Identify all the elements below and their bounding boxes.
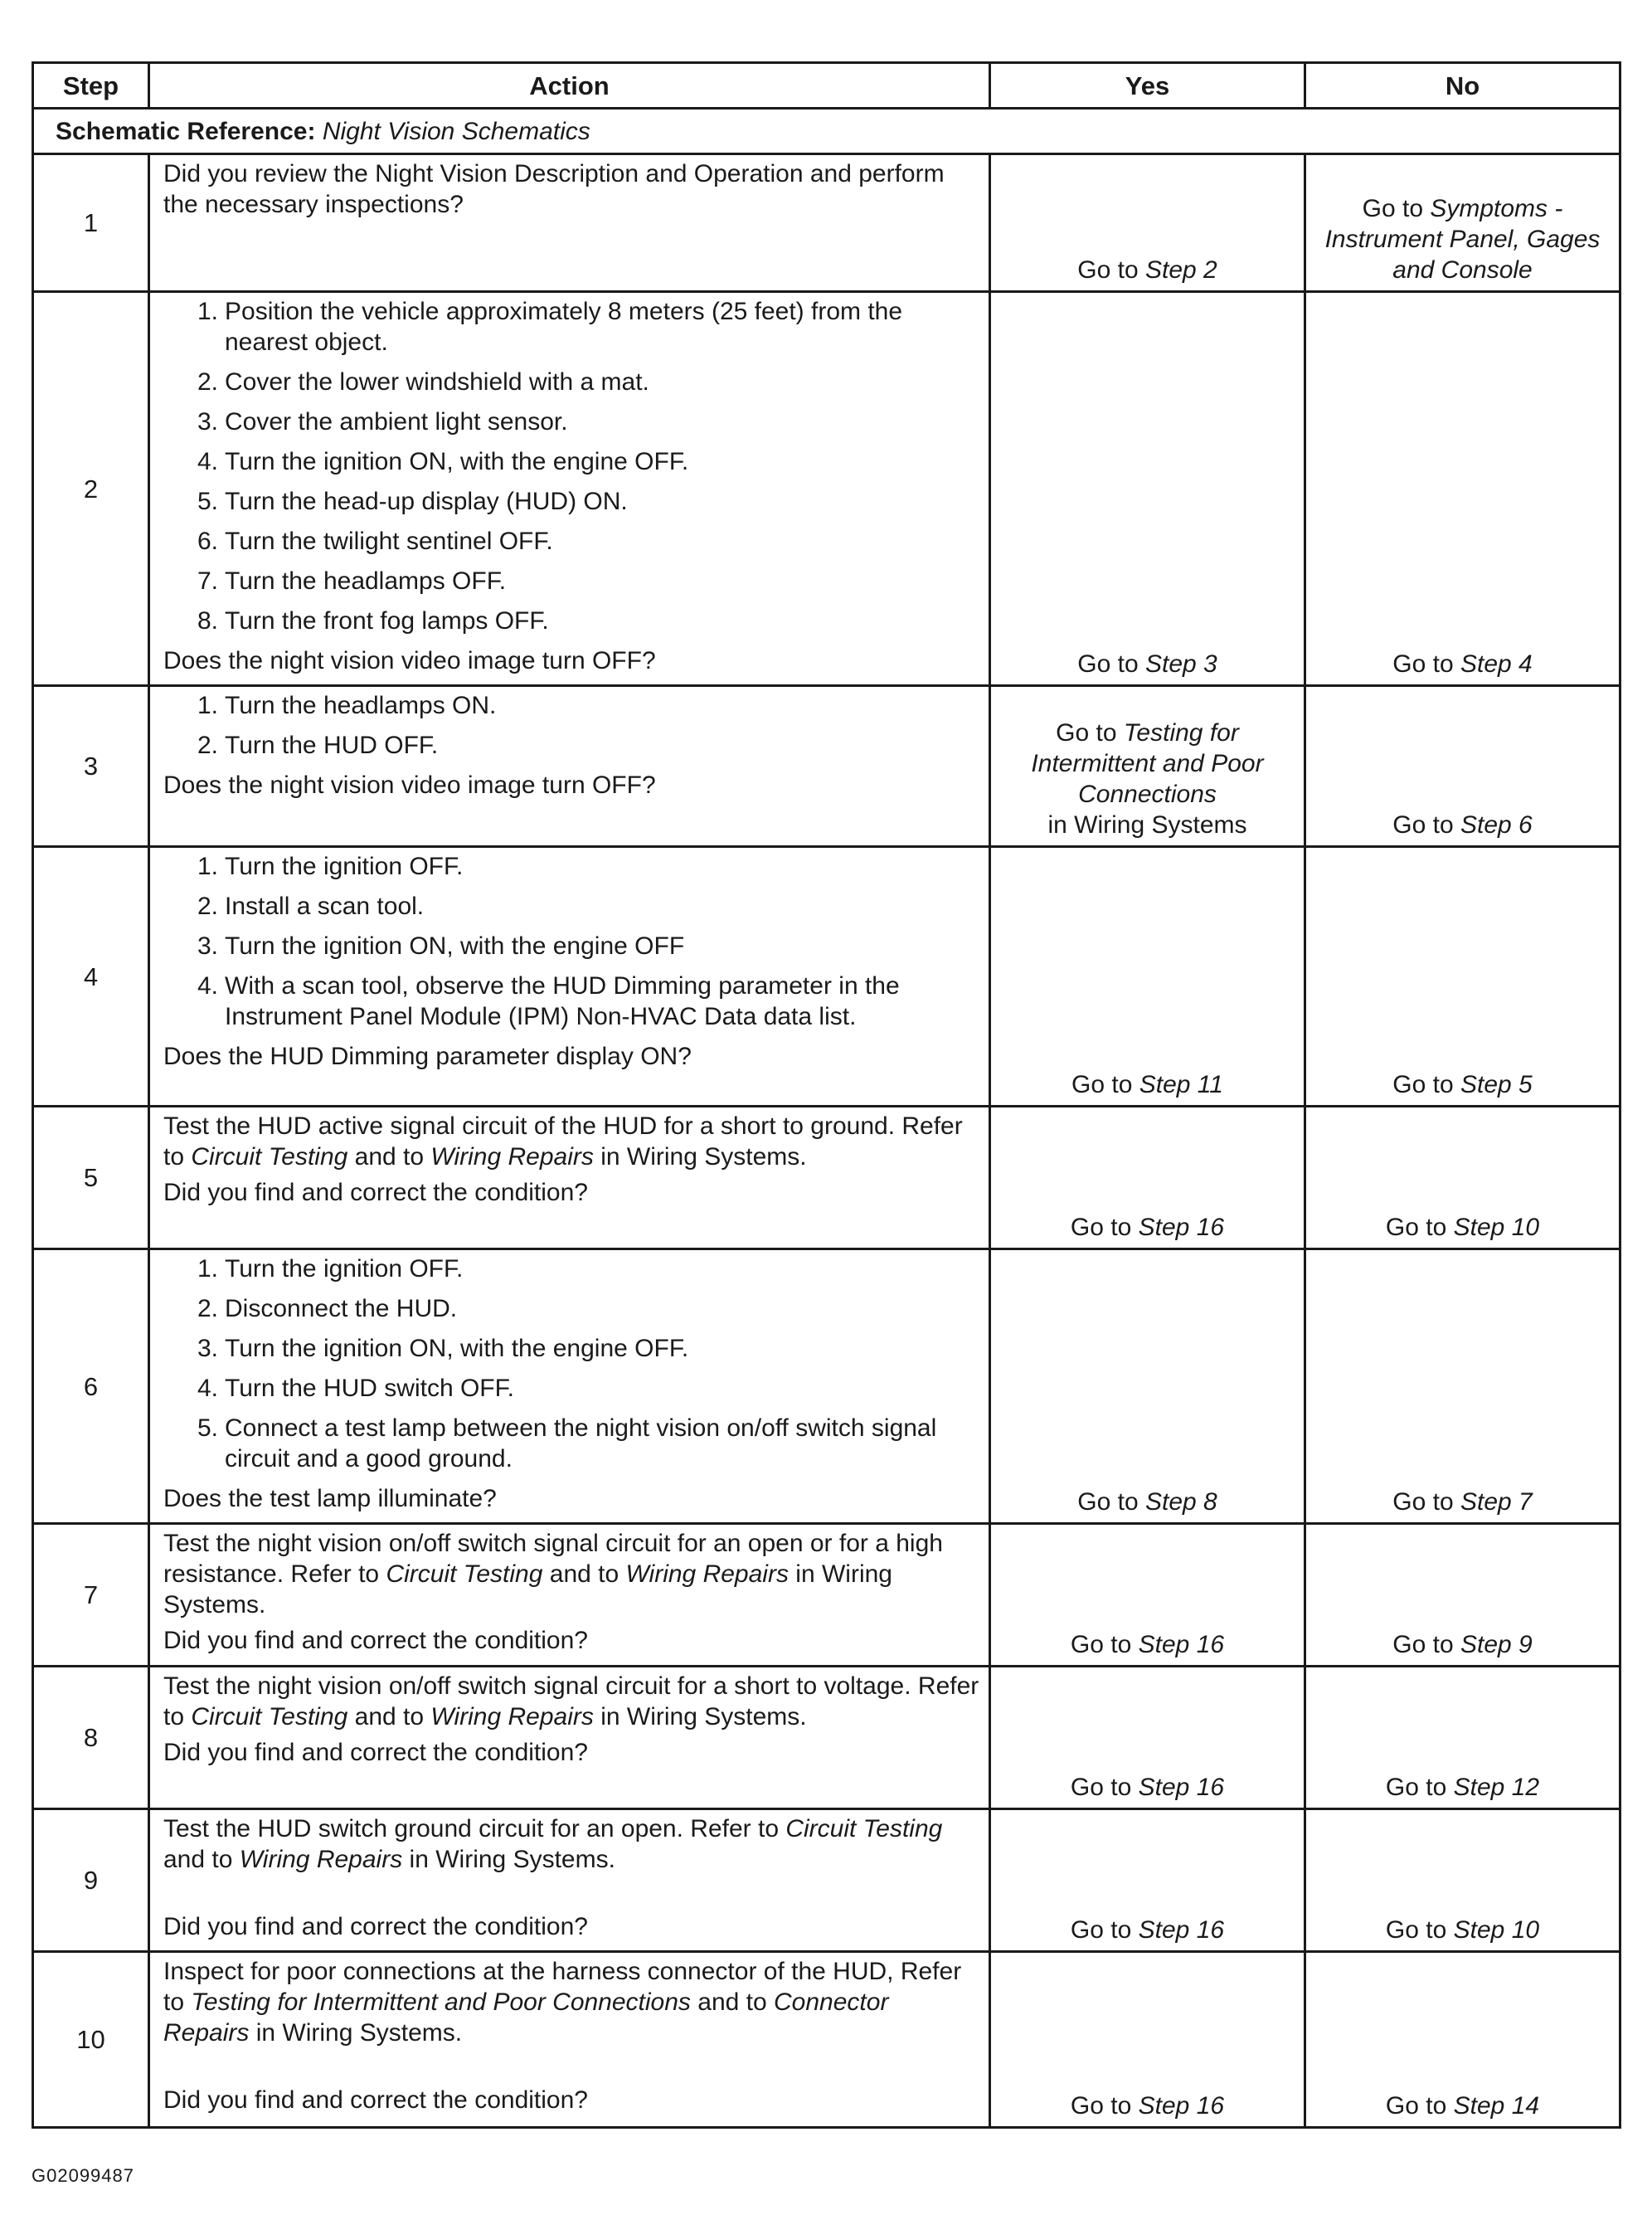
list-item-number: 4. [197, 448, 218, 475]
yes-goto-link[interactable]: Step 16 [1138, 2092, 1225, 2120]
yes-goto-link[interactable]: Step 11 [1139, 1071, 1223, 1098]
list-item-text: Turn the twilight sentinel OFF. [225, 528, 553, 555]
list-item-text: Cover the ambient light sensor. [225, 408, 568, 436]
list-item [163, 296, 980, 358]
yes-cell [990, 1249, 1305, 1524]
action-text-segment: and to [690, 1988, 775, 2016]
list-item [163, 606, 980, 636]
yes-cell [990, 847, 1305, 1107]
question-text: Did you find and correct the condition? [163, 1913, 588, 1940]
table-row [33, 292, 1620, 686]
yes-goto-suffix: in Wiring Systems [1047, 811, 1247, 839]
list-item-text: Turn the ignition ON, with the engine OFF [225, 932, 685, 960]
action-text-segment: and to [347, 1143, 431, 1171]
list-item [163, 1413, 980, 1474]
no-goto-link[interactable]: Step 5 [1460, 1071, 1533, 1098]
action-text [163, 1956, 980, 2048]
action-text-segment: Test the HUD active signal circuit of the HUD for a short to ground. Refer to [163, 1112, 963, 1171]
reference-link[interactable]: Connector Repairs [163, 1988, 889, 2047]
list-item-text: Turn the ignition OFF. [225, 853, 464, 880]
action-cell [149, 686, 990, 847]
action-cell [149, 292, 990, 686]
no-goto-link[interactable]: Step 9 [1460, 1631, 1533, 1658]
list-item-number: 4. [197, 1375, 218, 1402]
action-text [163, 1813, 980, 1875]
question-text: Did you find and correct the condition? [163, 1627, 588, 1654]
yes-goto-text: Go to [1070, 1214, 1139, 1241]
no-goto-link[interactable]: Step 12 [1453, 1774, 1540, 1801]
list-item-number: 1. [197, 692, 218, 719]
yes-goto-text: Go to [1070, 1774, 1139, 1801]
step-number: 10 [33, 1952, 149, 2128]
question-text: Does the HUD Dimming parameter display ON? [163, 1043, 692, 1070]
step-number: 9 [33, 1809, 149, 1952]
action-text [163, 1111, 980, 1172]
no-goto-text: Go to [1385, 1214, 1454, 1241]
list-item-number: 7. [197, 567, 218, 595]
reference-link[interactable]: Circuit Testing [191, 1143, 348, 1171]
list-item [163, 1293, 980, 1324]
list-item [163, 367, 980, 397]
yes-cell [990, 686, 1305, 847]
action-text-segment: Inspect for poor connections at the harness connector of the HUD, Refer to [163, 1958, 962, 2016]
no-goto-text: Go to [1385, 1916, 1454, 1944]
procedure-list [163, 690, 980, 761]
yes-goto-link[interactable]: Step 16 [1138, 1916, 1225, 1944]
diagnostic-table [32, 61, 1621, 2129]
yes-goto-link[interactable]: Step 16 [1138, 1214, 1225, 1241]
list-item-number: 3. [197, 408, 218, 436]
yes-goto-text: Go to [1077, 256, 1145, 284]
yes-goto-text: Go to [1070, 2092, 1139, 2120]
yes-cell [990, 1107, 1305, 1249]
action-text-segment: in Wiring Systems. [593, 1143, 807, 1171]
no-cell [1305, 1107, 1620, 1249]
action-text-segment: Test the night vision on/off switch signal circuit for a short to voltage. Refer to [163, 1672, 979, 1730]
step-number: 8 [33, 1667, 149, 1809]
no-goto-text: Go to [1392, 1631, 1460, 1658]
yes-goto-link[interactable]: Testing for Intermittent and Poor Connections [1031, 719, 1264, 808]
yes-goto-text: Go to [1070, 1916, 1139, 1944]
reference-link[interactable]: Testing for Intermittent and Poor Connections [191, 1988, 691, 2016]
list-item [163, 1253, 980, 1284]
schematic-reference [33, 109, 1620, 154]
yes-goto-link[interactable]: Step 8 [1144, 1488, 1217, 1516]
yes-cell [990, 292, 1305, 686]
no-goto-text: Go to [1392, 1071, 1460, 1098]
action-text-segment: Test the HUD switch ground circuit for an open. Refer to [163, 1815, 786, 1842]
reference-link[interactable]: Wiring Repairs [430, 1143, 594, 1171]
action-cell [149, 1524, 990, 1667]
list-item-text: Turn the ignition ON, with the engine OFF. [225, 448, 689, 475]
no-goto-link[interactable]: Step 14 [1453, 2092, 1540, 2120]
question-text: Did you find and correct the condition? [163, 2086, 588, 2114]
header-yes: Yes [990, 63, 1305, 109]
yes-goto-text: Go to [1077, 1488, 1145, 1516]
list-item-number: 5. [197, 1414, 218, 1442]
list-item-text: Install a scan tool. [225, 893, 425, 920]
no-goto-link[interactable]: Step 4 [1460, 650, 1533, 678]
action-text [163, 1528, 980, 1620]
list-item [163, 891, 980, 922]
list-item-text: Turn the headlamps ON. [225, 692, 497, 719]
yes-cell [990, 1524, 1305, 1667]
step-number: 2 [33, 292, 149, 686]
list-item [163, 971, 980, 1032]
list-item [163, 730, 980, 761]
list-item [163, 446, 980, 477]
yes-cell [990, 1809, 1305, 1952]
table-row [33, 1667, 1620, 1809]
action-cell [149, 1249, 990, 1524]
list-item-number: 1. [197, 1255, 218, 1283]
action-text-segment: in Wiring Systems. [593, 1703, 807, 1730]
list-item [163, 526, 980, 557]
action-text: Did you review the Night Vision Description and Operation and perform the necessary inspections? [163, 160, 945, 218]
list-item-text: Turn the HUD switch OFF. [225, 1375, 514, 1402]
list-item [163, 406, 980, 437]
procedure-list [163, 296, 980, 636]
list-item-number: 8. [197, 607, 218, 635]
table-row [33, 154, 1620, 292]
action-text-segment: and to [542, 1560, 626, 1588]
no-cell [1305, 1249, 1620, 1524]
no-cell [1305, 847, 1620, 1107]
figure-id: G02099487 [32, 2165, 134, 2186]
list-item [163, 486, 980, 517]
table-row [33, 1524, 1620, 1667]
action-text-segment: in Wiring Systems. [163, 1560, 892, 1618]
reference-link[interactable]: Wiring Repairs [430, 1703, 594, 1730]
question-text: Did you find and correct the condition? [163, 1739, 588, 1766]
question-text: Does the night vision video image turn OFF? [163, 771, 656, 799]
list-item-text: Disconnect the HUD. [225, 1295, 458, 1322]
list-item-number: 6. [197, 528, 218, 555]
list-item [163, 931, 980, 961]
yes-goto-text: Go to [1070, 1631, 1139, 1658]
header-action: Action [149, 63, 990, 109]
list-item-text: Turn the ignition ON, with the engine OFF. [225, 1335, 689, 1362]
no-goto-text: Go to [1392, 1488, 1460, 1516]
list-item-number: 4. [197, 972, 218, 1000]
reference-link[interactable]: Wiring Repairs [625, 1560, 789, 1588]
question-text: Did you find and correct the condition? [163, 1179, 588, 1206]
step-number: 6 [33, 1249, 149, 1524]
no-goto-link[interactable]: Symptoms - Instrument Panel, Gages and Console [1324, 195, 1601, 284]
action-cell [149, 154, 990, 292]
step-number: 1 [33, 154, 149, 292]
yes-cell [990, 154, 1305, 292]
procedure-list [163, 851, 980, 1032]
no-cell [1305, 1952, 1620, 2128]
step-number: 5 [33, 1107, 149, 1249]
no-cell [1305, 1809, 1620, 1952]
list-item-number: 5. [197, 488, 218, 515]
yes-goto-link[interactable]: Step 16 [1138, 1631, 1225, 1658]
no-goto-link[interactable]: Step 7 [1460, 1488, 1533, 1516]
yes-goto-link[interactable]: Step 3 [1144, 650, 1217, 678]
yes-cell [990, 1952, 1305, 2128]
no-goto-link[interactable]: Step 6 [1460, 811, 1533, 839]
table-row [33, 1107, 1620, 1249]
list-item [163, 566, 980, 596]
action-text-segment: Test the night vision on/off switch signal circuit for an open or for a high resistance. Refer to [163, 1530, 943, 1588]
action-cell [149, 1952, 990, 2128]
yes-cell [990, 1667, 1305, 1809]
list-item-number: 3. [197, 932, 218, 960]
no-cell [1305, 154, 1620, 292]
reference-link[interactable]: Circuit Testing [785, 1815, 943, 1842]
list-item [163, 1373, 980, 1404]
step-number: 7 [33, 1524, 149, 1667]
no-cell [1305, 686, 1620, 847]
question-text: Does the night vision video image turn OFF? [163, 647, 656, 674]
no-goto-text: Go to [1385, 1774, 1454, 1801]
list-item-text: Turn the ignition OFF. [225, 1255, 464, 1283]
table-row [33, 686, 1620, 847]
no-goto-text: Go to [1392, 811, 1460, 839]
header-step: Step [33, 63, 149, 109]
list-item-text: Turn the front fog lamps OFF. [225, 607, 549, 635]
list-item [163, 690, 980, 721]
list-item-text: Turn the headlamps OFF. [225, 567, 507, 595]
schematic-reference-row [33, 109, 1620, 154]
action-text-segment: in Wiring Systems. [402, 1846, 615, 1873]
yes-goto-text: Go to [1056, 719, 1124, 747]
action-text-segment: and to [347, 1703, 431, 1730]
reference-link[interactable]: Circuit Testing [191, 1703, 348, 1730]
table-row [33, 1249, 1620, 1524]
list-item-number: 3. [197, 1335, 218, 1362]
table-row [33, 1952, 1620, 2128]
action-text-segment: in Wiring Systems. [249, 2019, 463, 2047]
header-row [33, 63, 1620, 109]
no-goto-text: Go to [1392, 650, 1460, 678]
yes-goto-text: Go to [1071, 1071, 1139, 1098]
no-goto-link[interactable]: Step 10 [1453, 1916, 1540, 1944]
reference-link[interactable]: Wiring Repairs [239, 1846, 403, 1873]
step-number: 4 [33, 847, 149, 1107]
action-text-segment: and to [163, 1846, 240, 1873]
list-item-number: 1. [197, 298, 218, 325]
action-cell [149, 847, 990, 1107]
no-goto-link[interactable]: Step 10 [1453, 1214, 1540, 1241]
header-no: No [1305, 63, 1620, 109]
action-cell [149, 1667, 990, 1809]
list-item-text: Turn the HUD OFF. [225, 732, 439, 759]
no-goto-text: Go to [1385, 2092, 1454, 2120]
table-row [33, 847, 1620, 1107]
list-item [163, 1333, 980, 1364]
list-item-text: Turn the head-up display (HUD) ON. [225, 488, 628, 515]
no-cell [1305, 1524, 1620, 1667]
list-item [163, 851, 980, 882]
question-text: Does the test lamp illuminate? [163, 1485, 497, 1512]
no-cell [1305, 1667, 1620, 1809]
yes-goto-link[interactable]: Step 16 [1138, 1774, 1225, 1801]
reference-link[interactable]: Circuit Testing [386, 1560, 543, 1588]
yes-goto-link[interactable]: Step 2 [1144, 256, 1217, 284]
list-item-text: Connect a test lamp between the night vision on/off switch signal circuit and a good ground. [225, 1414, 937, 1472]
action-text [163, 1671, 980, 1732]
yes-goto-text: Go to [1077, 650, 1145, 678]
list-item-number: 2. [197, 368, 218, 396]
table-row [33, 1809, 1620, 1952]
list-item-number: 2. [197, 1295, 218, 1322]
schematic-reference-link[interactable]: Night Vision Schematics [322, 117, 590, 145]
procedure-list [163, 1253, 980, 1474]
step-number: 3 [33, 686, 149, 847]
action-cell [149, 1809, 990, 1952]
no-cell [1305, 292, 1620, 686]
list-item-text: Cover the lower windshield with a mat. [225, 368, 649, 396]
schematic-reference-label: Schematic Reference: [56, 117, 316, 145]
table-body [33, 109, 1620, 2128]
action-cell [149, 1107, 990, 1249]
list-item-number: 1. [197, 853, 218, 880]
list-item-number: 2. [197, 732, 218, 759]
list-item-number: 2. [197, 893, 218, 920]
no-goto-text: Go to [1362, 195, 1431, 222]
list-item-text: With a scan tool, observe the HUD Dimming parameter in the Instrument Panel Module (IPM) Non-HVAC Data data list. [225, 972, 900, 1030]
list-item-text: Position the vehicle approximately 8 meters (25 feet) from the nearest object. [225, 298, 903, 356]
